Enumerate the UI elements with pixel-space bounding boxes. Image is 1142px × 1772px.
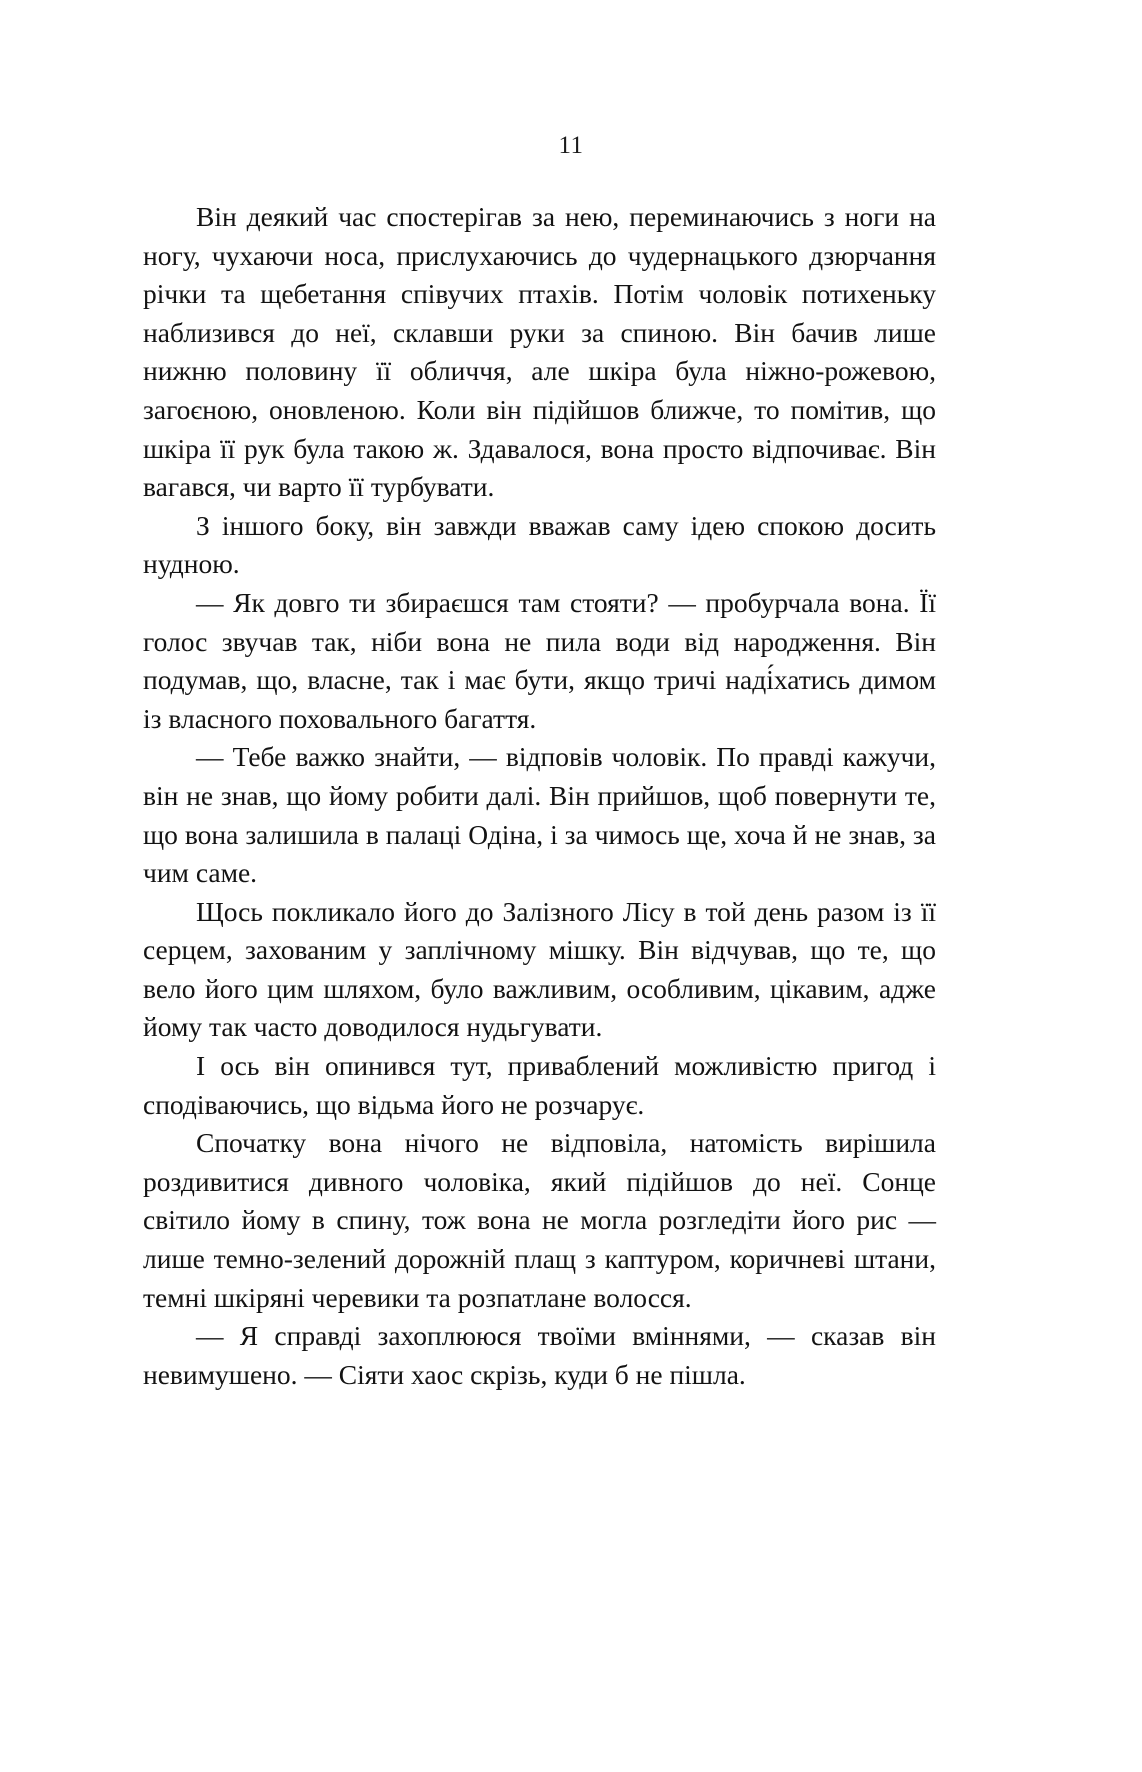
paragraph: З іншого боку, він завжди вважав саму ідею спокою досить нудною. [143,509,936,580]
paragraph: Він деякий час спостерігав за нею, переминаючись з ноги на ногу, чухаючи носа, прислухаючись до чудернацького дзюрчання річки та щебетання співучих птахів. Потім чоловік потихеньку наблизився до неї, склавши руки за спиною. Він бачив лише нижню половину її обличчя, але шкіра була ніжно-рожевою, загоєною, оновленою. Коли він підійшов ближче, то помітив, що шкіра її рук була такою ж. Здавалося, вона просто відпочиває. Він вагався, чи варто її турбувати. [143,201,936,503]
paragraph: — Я справді захоплююся твоїми вміннями, — сказав він невимушено. — Сіяти хаос скрізь, куди б не пішла. [143,1320,936,1390]
paragraph: І ось він опинився тут, приваблений можливістю пригод і сподіваючись, що відьма його не розчарує. [143,1050,936,1120]
paragraph: — Як довго ти збираєшся там стояти? — пробурчала вона. Її голос звучав так, ніби вона не пила води від народження. Він подумав, що, власне, так і має бути, якщо тричі наді́хатись димом із власного поховального багаття. [143,586,936,734]
paragraph: Щось покликало його до Залізного Лісу в той день разом із її серцем, захованим у заплічному мішку. Він відчував, що те, що вело його цим шляхом, було важливим, особливим, цікавим, адже йому так часто доводилося нудьгувати. [143,895,936,1043]
paragraph: Спочатку вона нічого не відповіла, натомість вирішила роздивитися дивного чоловіка, який підійшов до неї. Сонце світило йому в спину, тож вона не могла розгледіти його рис — лише темно-зелений дорожній плащ з каптуром, коричневі штани, темні шкіряні черевики та розпатлане волосся. [143,1127,936,1313]
page-number: 11 [558,132,584,159]
body-text [143,198,936,1394]
paragraph: — Тебе важко знайти, — відповів чоловік. По правді кажучи, він не знав, що йому робити далі. Він прийшов, щоб повернути те, що вона залишила в палаці Одіна, і за чимось ще, хоча й не знав, за чим саме. [143,741,936,889]
